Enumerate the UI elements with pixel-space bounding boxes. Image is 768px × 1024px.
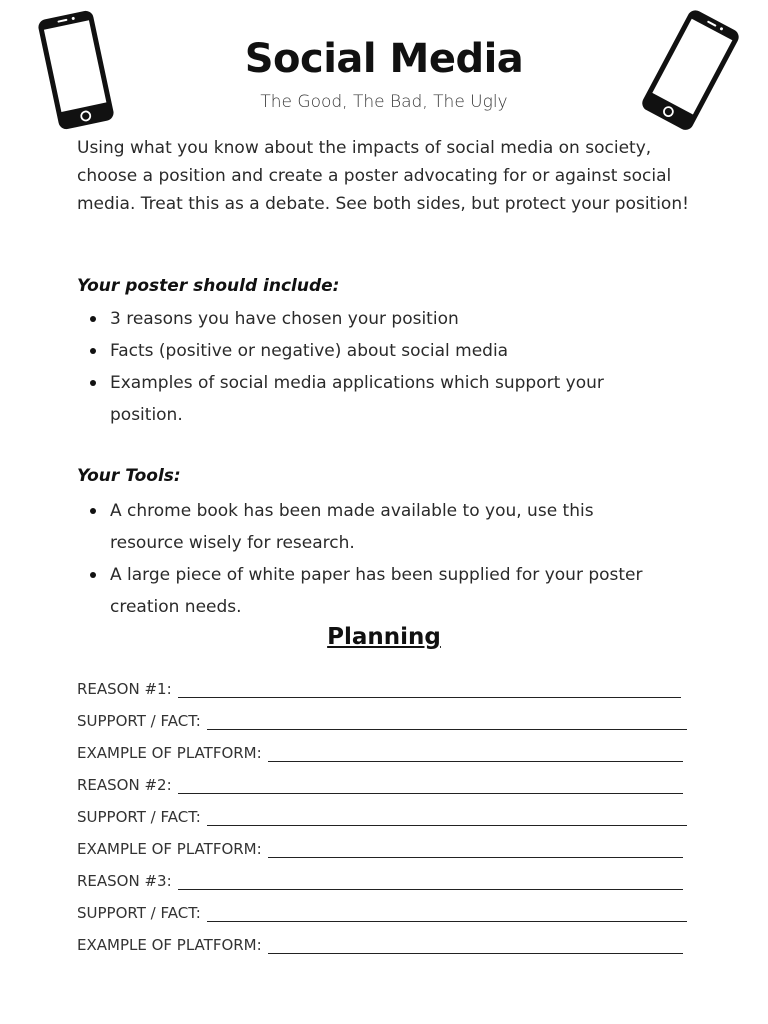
planning-heading: Planning [327, 624, 441, 650]
support-fact-1-label: SUPPORT / FACT: [77, 712, 201, 730]
reason-3-row [77, 866, 683, 890]
bullet-icon [90, 380, 96, 386]
bullet-icon [90, 348, 96, 354]
bullet-icon [90, 508, 96, 514]
poster-requirements-list [110, 303, 670, 431]
reason-3-answer-line[interactable] [178, 873, 683, 890]
support-fact-3-label: SUPPORT / FACT: [77, 904, 201, 922]
support-fact-2-row [77, 802, 687, 826]
reason-2-row [77, 770, 683, 794]
support-fact-3-answer-line[interactable] [207, 905, 687, 922]
example-platform-1-label: EXAMPLE OF PLATFORM: [77, 744, 262, 762]
tools-list [110, 495, 670, 623]
reason-2-label: REASON #2: [77, 776, 172, 794]
support-fact-1-answer-line[interactable] [207, 713, 687, 730]
support-fact-2-answer-line[interactable] [207, 809, 687, 826]
example-platform-1-row [77, 738, 683, 762]
example-platform-1-answer-line[interactable] [268, 745, 683, 762]
poster-requirements-heading: Your poster should include: [77, 276, 340, 296]
list-item [110, 559, 670, 623]
reason-1-label: REASON #1: [77, 680, 172, 698]
reason-1-row [77, 674, 681, 698]
list-item-text: Examples of social media applications which support your position. [110, 373, 604, 425]
page-subtitle: The Good, The Bad, The Ugly [260, 92, 508, 112]
example-platform-3-answer-line[interactable] [268, 937, 683, 954]
page-title: Social Media [244, 36, 524, 82]
reason-2-answer-line[interactable] [178, 777, 683, 794]
bullet-icon [90, 316, 96, 322]
list-item-text: 3 reasons you have chosen your position [110, 309, 459, 329]
list-item-text: Facts (positive or negative) about social media [110, 341, 509, 361]
example-platform-2-label: EXAMPLE OF PLATFORM: [77, 840, 262, 858]
list-item [110, 303, 670, 335]
example-platform-2-row [77, 834, 683, 858]
bullet-icon [90, 572, 96, 578]
example-platform-3-label: EXAMPLE OF PLATFORM: [77, 936, 262, 954]
reason-1-answer-line[interactable] [178, 681, 681, 698]
list-item [110, 367, 670, 431]
list-item-text: A large piece of white paper has been supplied for your poster creation needs. [110, 565, 643, 617]
support-fact-2-label: SUPPORT / FACT: [77, 808, 201, 826]
tools-heading: Your Tools: [77, 466, 181, 486]
intro-paragraph: Using what you know about the impacts of social media on society, choose a position and create a poster advocating for or against social media. Treat this as a debate. See both sides, but protect your position! [77, 138, 689, 214]
example-platform-2-answer-line[interactable] [268, 841, 683, 858]
list-item [110, 495, 670, 559]
reason-3-label: REASON #3: [77, 872, 172, 890]
support-fact-3-row [77, 898, 687, 922]
example-platform-3-row [77, 930, 683, 954]
list-item-text: A chrome book has been made available to you, use this resource wisely for research. [110, 501, 594, 553]
support-fact-1-row [77, 706, 687, 730]
list-item [110, 335, 670, 367]
